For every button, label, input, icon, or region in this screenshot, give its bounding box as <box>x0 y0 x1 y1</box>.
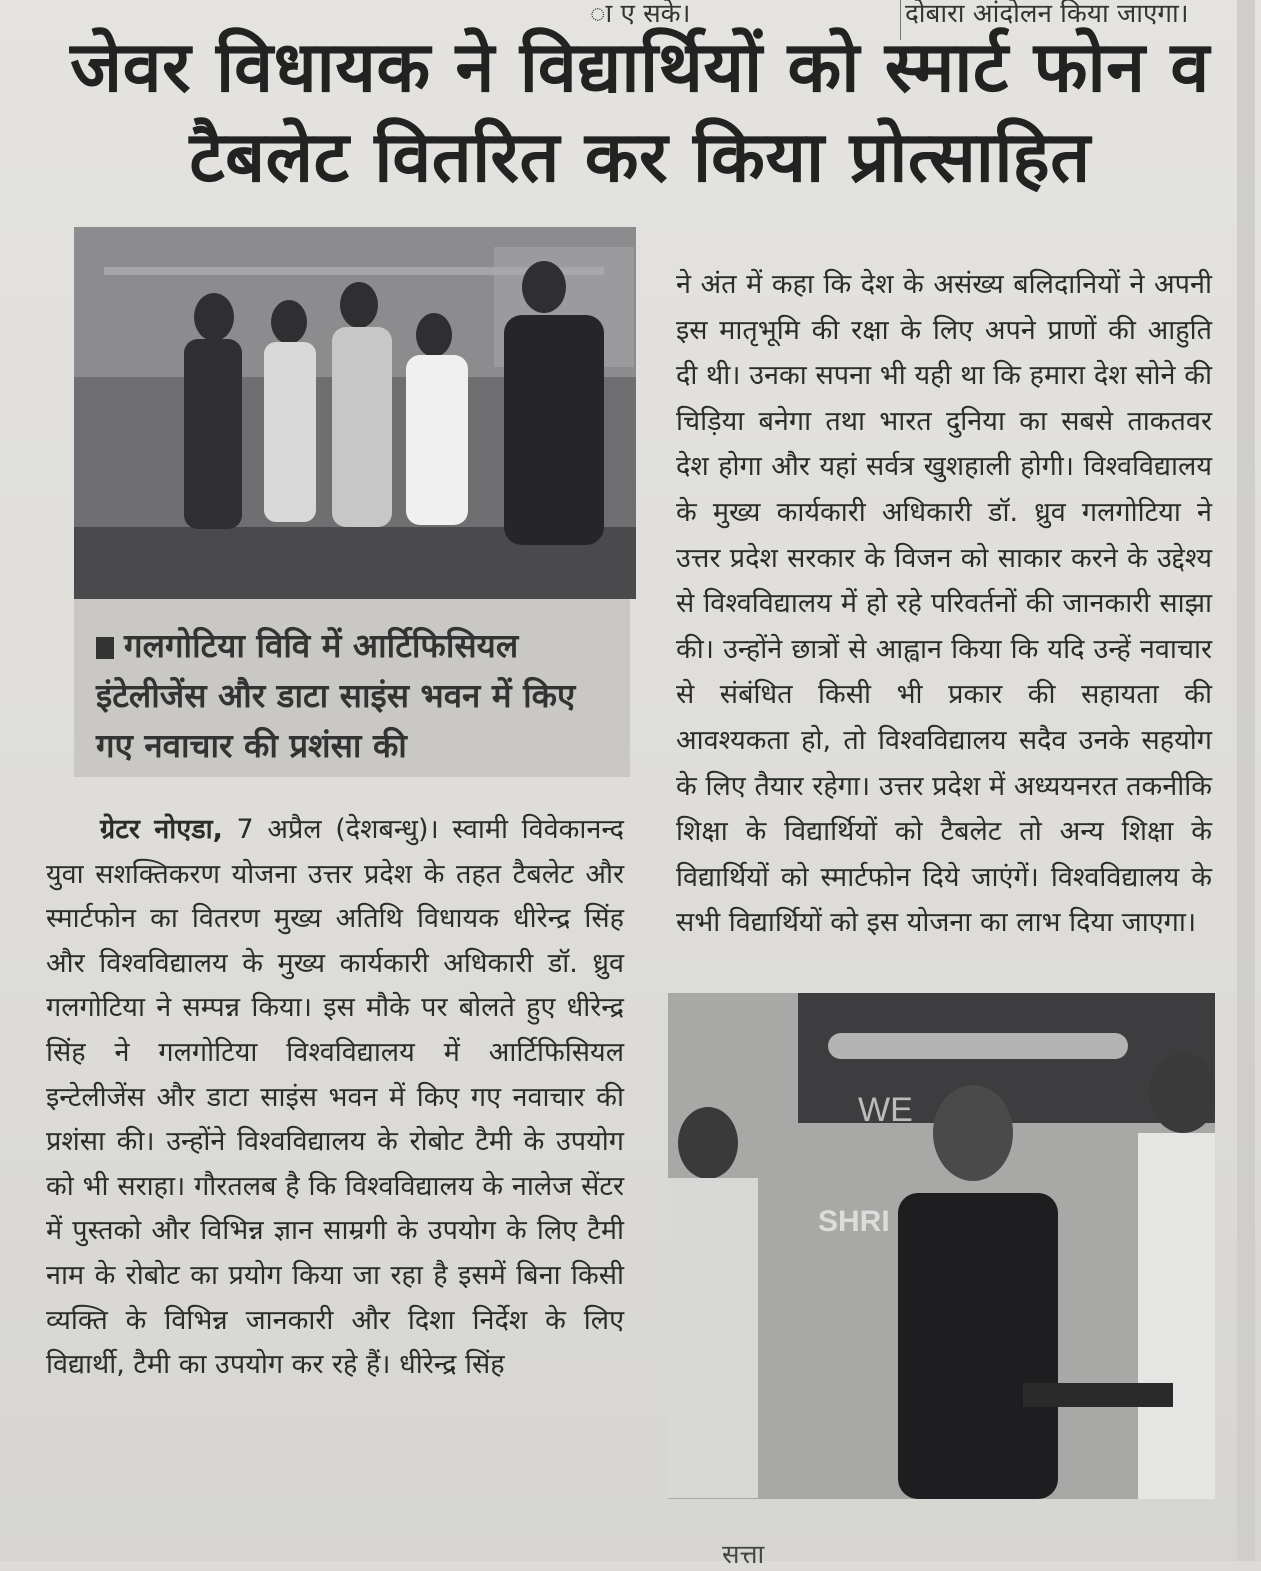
banner-text-shri: SHRI <box>818 1205 890 1238</box>
page-edge <box>1237 0 1255 1561</box>
event-photo-2 <box>668 993 1215 1499</box>
photo-caption-box <box>74 599 630 777</box>
photo-caption-text: गलगोटिया विवि में आर्टिफिसियल इंटेलीजेंस और डाटा साइंस भवन में किए गए नवाचार की प्रशंसा की <box>96 626 576 765</box>
event-photo-1-illustration <box>74 227 636 599</box>
bullet-square-icon <box>96 637 114 659</box>
headline: जेवर विधायक ने विद्यार्थियों को स्मार्ट फोन व टैबलेट वितरित कर किया प्रोत्साहित <box>70 26 1210 198</box>
photo-caption <box>96 621 610 771</box>
dateline: ग्रेटर नोएडा, <box>100 814 223 845</box>
article-left-paragraph <box>46 808 624 1388</box>
event-photo-2-illustration <box>668 993 1215 1499</box>
bottom-fragment: सत्ता <box>722 1540 765 1570</box>
top-fragment-left: ा ए सके। <box>590 0 691 29</box>
article-left-column <box>46 808 624 1388</box>
top-fragment-right: दोबारा आंदोलन किया जाएगा। <box>905 0 1189 29</box>
event-photo-1 <box>74 227 636 599</box>
article-right-text: ने अंत में कहा कि देश के असंख्य बलिदानियों ने अपनी इस मातृभूमि की रक्षा के लिए अपने प्राणों की आहुति दी थी। उनका सपना भी यही था कि हमारा देश सोने की चिड़िया बनेगा तथा भारत दुनिया का सबसे ताकतवर देश होगा और यहां सर्वत्र खुशहाली होगी। विश्वविद्यालय के मुख्य कार्यकारी अधिकारी डॉ. ध्रुव गलगोटिया ने उत्तर प्रदेश सरकार के विजन को साकार करने के उद्देश्य से विश्वविद्यालय में हो रहे परिवर्तनों की जानकारी साझा की। उन्होंने छात्रों से आह्वान किया कि यदि उन्हें नवाचार से संबंधित किसी भी प्रकार की सहायता की आवश्यकता हो, तो विश्वविद्यालय सदैव उनके सहयोग के लिए तैयार रहेगा। उत्तर प्रदेश में अध्ययनरत तकनीकि शिक्षा के विद्यार्थियों को टैबलेट तो अन्य शिक्षा के विद्यार्थियों को स्मार्टफोन दिये जाएंगें। विश्वविद्यालय के सभी विद्यार्थियों को इस योजना का लाभ दिया जाएगा। <box>676 269 1212 939</box>
banner-text-we: WE <box>858 1091 913 1129</box>
article-left-text: 7 अप्रैल (देशबन्धु)। स्वामी विवेकानन्द युवा सशक्तिकरण योजना उत्तर प्रदेश के तहत टैबलेट और स्मार्टफोन का वितरण मुख्य अतिथि विधायक धीरेन्द्र सिंह और विश्वविद्यालय के मुख्य कार्यकारी अधिकारी डॉ. ध्रुव गलगोटिया ने सम्पन्न किया। इस मौके पर बोलते हुए धीरेन्द्र सिंह ने गलगोटिया विश्वविद्यालय में आर्टिफिसियल इन्टेलीजेंस और डाटा साइंस भवन में किए गए नवाचार की प्रशंसा की। उन्होंने विश्वविद्यालय के रोबोट टैमी के उपयोग को भी सराहा। गौरतलब है कि विश्वविद्यालय के नालेज सेंटर में पुस्तको और विभिन्न ज्ञान साम्रगी के उपयोग के लिए टैमी नाम के रोबोट का प्रयोग किया जा रहा है इसमें बिना किसी व्यक्ति के विभिन्न जानकारी और दिशा निर्देश के लिए विद्यार्थी, टैमी का उपयोग कर रहे हैं। धीरेन्द्र सिंह <box>46 814 624 1381</box>
article-right-column <box>676 262 1212 946</box>
